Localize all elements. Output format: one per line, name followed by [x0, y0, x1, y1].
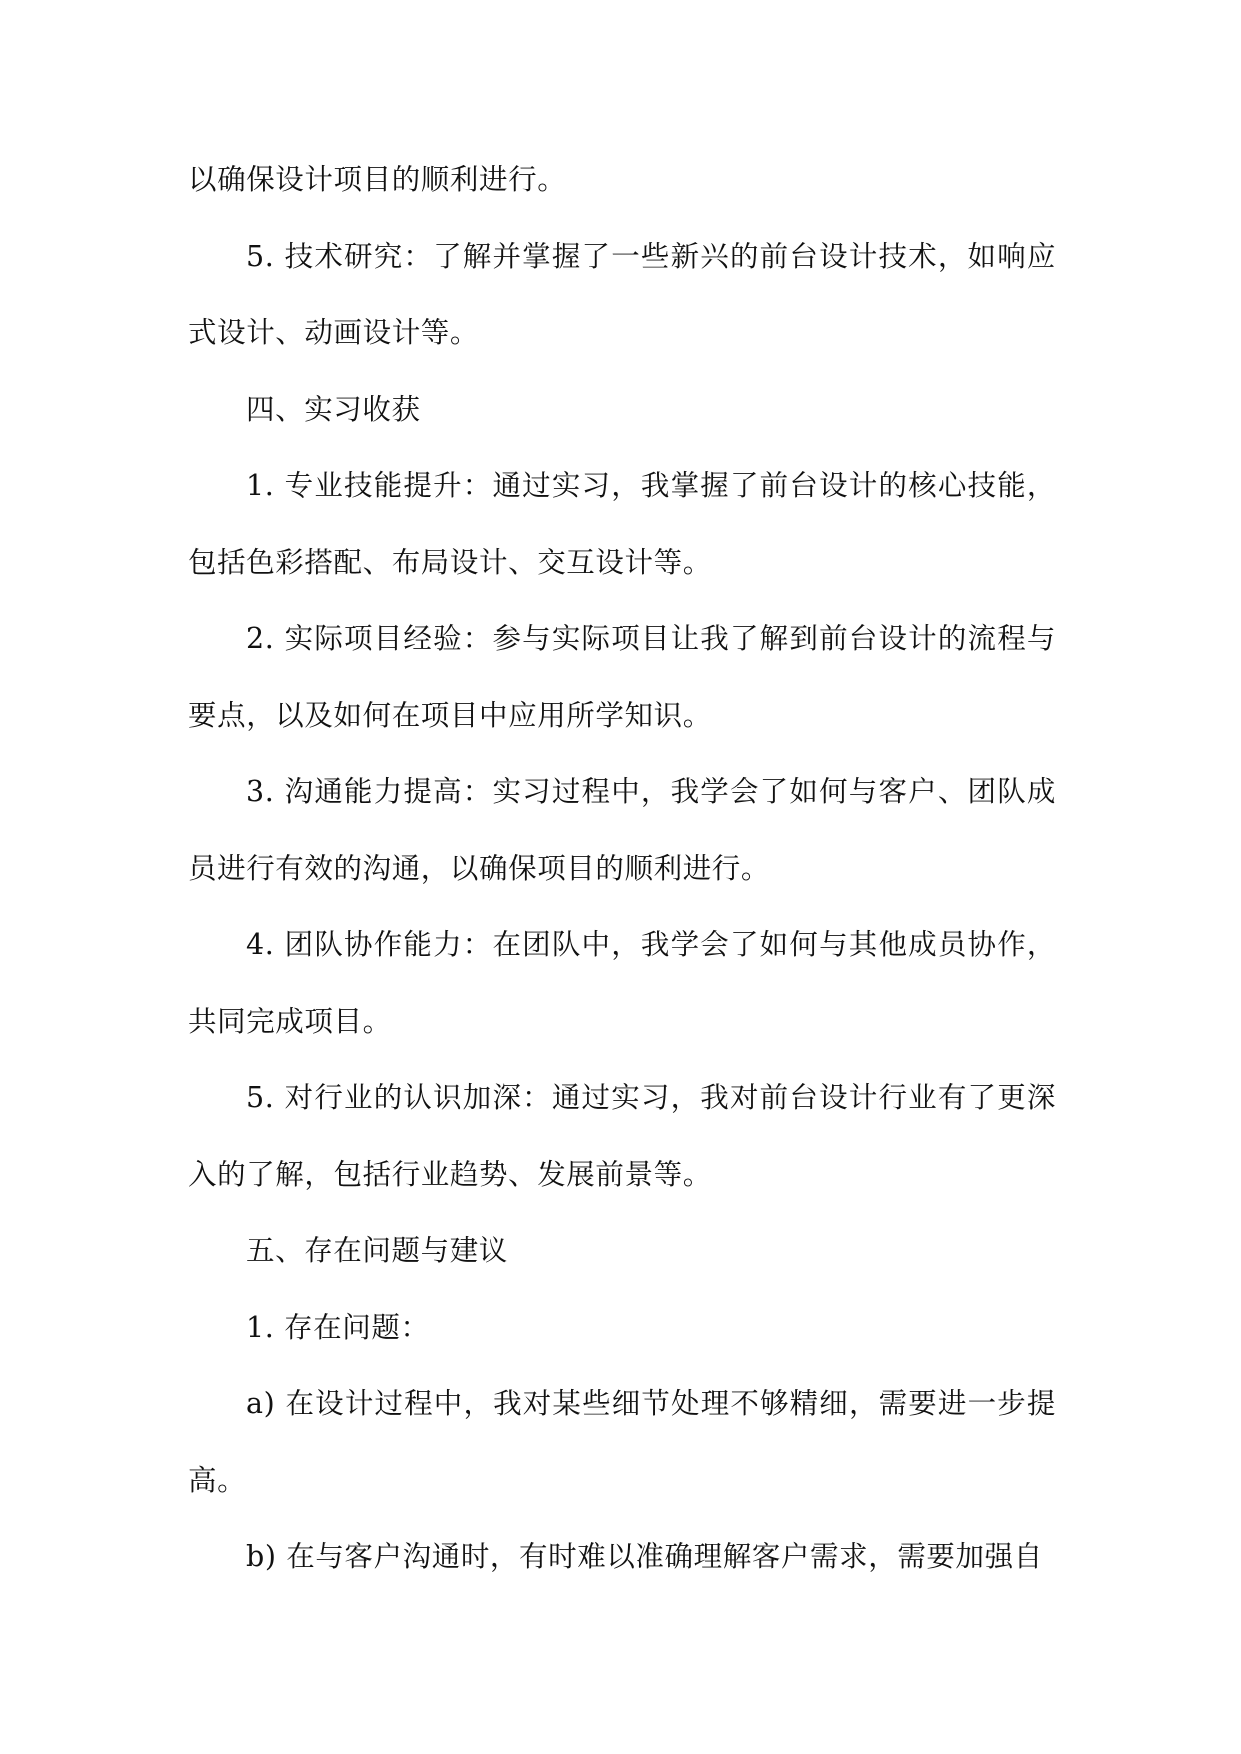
paragraph-industry-understanding: 5. 对行业的认识加深：通过实习，我对前台设计行业有了更深入的了解，包括行业趋势、发展前景等。 [188, 1081, 1056, 1191]
document-body [188, 142, 1056, 1596]
paragraph-problem-b: b) 在与客户沟通时，有时难以准确理解客户需求，需要加强自 [246, 1540, 1043, 1573]
paragraph-teamwork: 4. 团队协作能力：在团队中，我学会了如何与其他成员协作，共同完成项目。 [188, 928, 1056, 1038]
paragraph-problem-a: a) 在设计过程中，我对某些细节处理不够精细，需要进一步提高。 [188, 1387, 1056, 1497]
paragraph-communication: 3. 沟通能力提高：实习过程中，我学会了如何与客户、团队成员进行有效的沟通，以确保项目的顺利进行。 [188, 775, 1056, 885]
paragraph-project-experience: 2. 实际项目经验：参与实际项目让我了解到前台设计的流程与要点，以及如何在项目中应用所学知识。 [188, 622, 1056, 732]
section-heading-internship-gains: 四、实习收获 [246, 392, 421, 426]
paragraph-problems-label: 1. 存在问题： [246, 1310, 430, 1344]
paragraph-skill-improvement: 1. 专业技能提升：通过实习，我掌握了前台设计的核心技能，包括色彩搭配、布局设计、交互设计等。 [188, 469, 1056, 579]
paragraph-tech-research: 5. 技术研究：了解并掌握了一些新兴的前台设计技术，如响应式设计、动画设计等。 [188, 239, 1056, 349]
paragraph-continuation: 以确保设计项目的顺利进行。 [188, 163, 567, 196]
section-heading-problems-suggestions: 五、存在问题与建议 [246, 1234, 508, 1267]
